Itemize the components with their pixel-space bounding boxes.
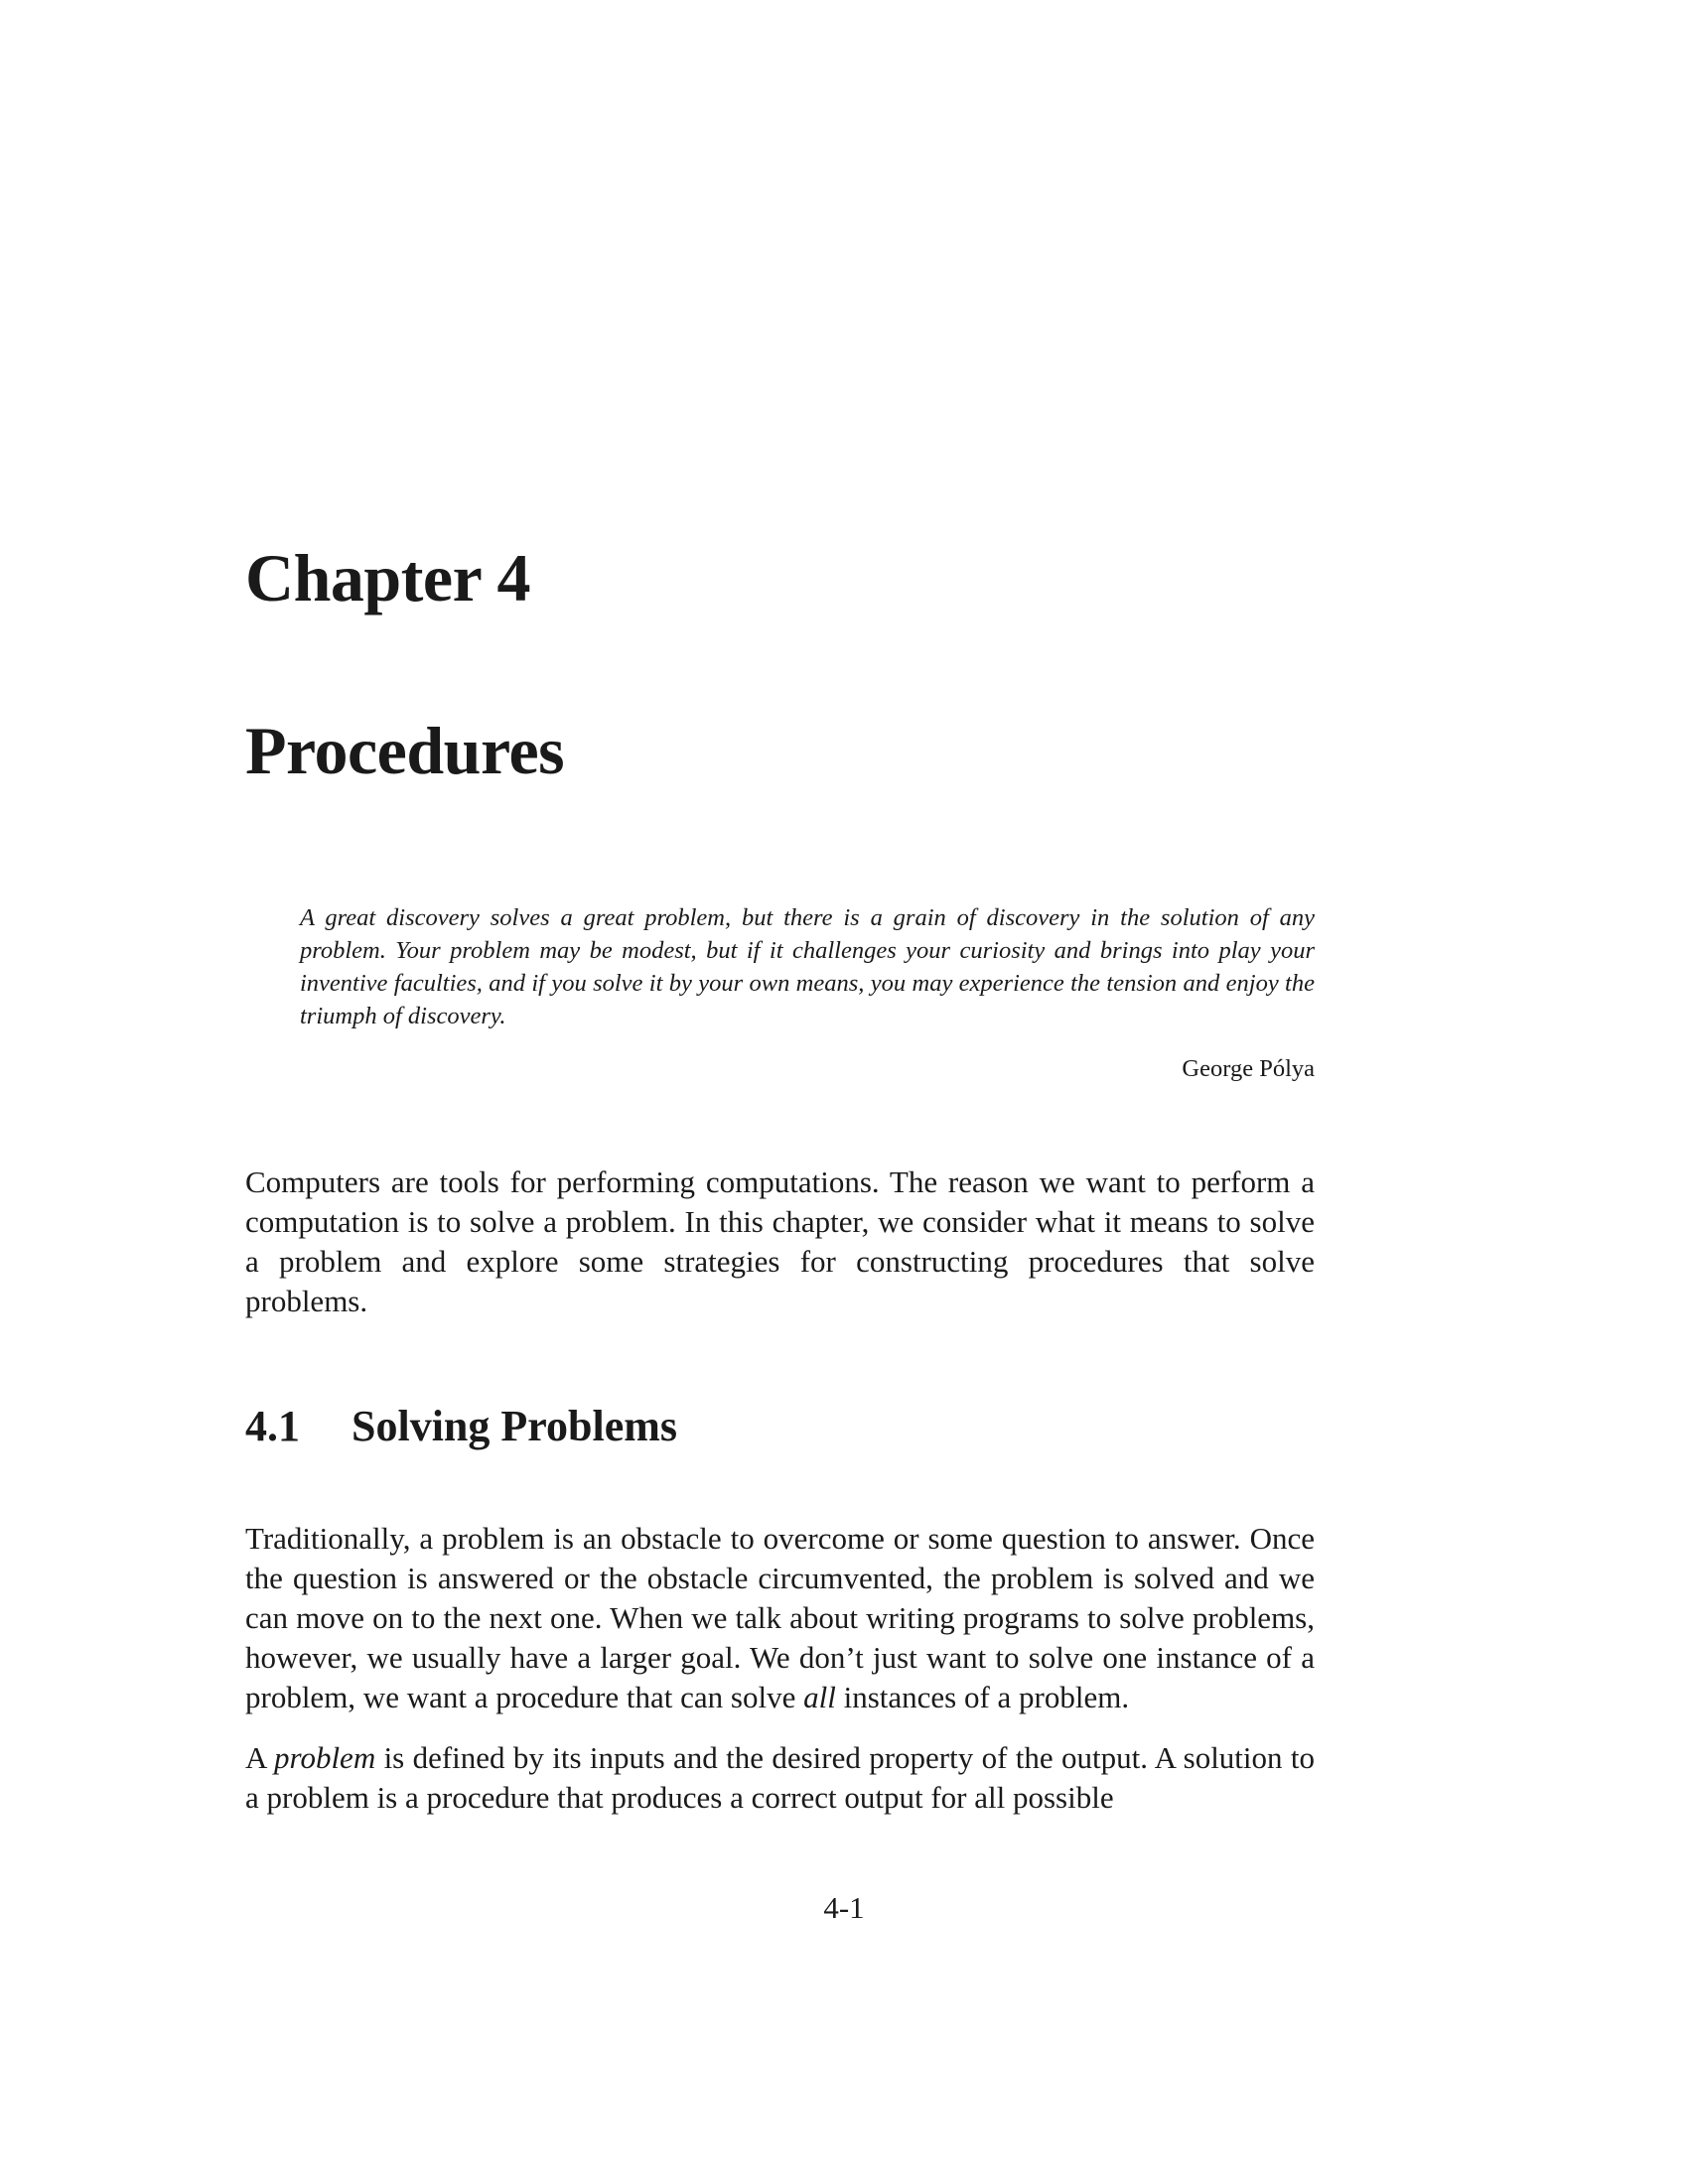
paragraph-text: Traditionally, a problem is an obstacle to overcome or some question to answer. Once the question is answered or the obstacle circumvented, the problem is solved and we can move on to the next one. When we talk about writing programs to solve problems, however, we usually have a larger goal. We don’t just want to solve one instance of a problem, we want a procedure that can solve xyxy=(245,1521,1315,1714)
epigraph-attribution: George Pólya xyxy=(1182,1055,1315,1082)
section-heading xyxy=(245,1402,678,1450)
intro-section xyxy=(245,1162,1315,1321)
epigraph-quote: A great discovery solves a great problem, but there is a grain of discovery in the solution of any problem. Your problem may be modest, but if it challenges your curiosity and brings into play your inventive faculties, and if you solve it by your own means, you may experience the tension and enjoy the triumph of discovery. xyxy=(300,904,1315,1029)
intro-paragraph: Computers are tools for performing computations. The reason we want to perform a computation is to solve a problem. In this chapter, we consider what it means to solve a problem and explore some strategies for constructing procedures that solve problems. xyxy=(245,1164,1315,1318)
section-number: 4.1 xyxy=(245,1402,300,1450)
chapter-label: Chapter 4 xyxy=(245,540,531,615)
section-title: Solving Problems xyxy=(352,1402,678,1450)
section-paragraph-1 xyxy=(245,1519,1315,1717)
section-paragraph-2 xyxy=(245,1738,1315,1818)
page-number: 4-1 xyxy=(823,1890,865,1925)
emphasis-problem: problem xyxy=(274,1740,376,1775)
paragraph-text: A xyxy=(245,1740,275,1775)
section-body xyxy=(245,1519,1315,1818)
paragraph-text: instances of a problem. xyxy=(835,1680,1130,1714)
epigraph xyxy=(300,901,1315,1085)
emphasis-all: all xyxy=(803,1680,836,1714)
chapter-title: Procedures xyxy=(245,713,565,788)
paragraph-text: is defined by its inputs and the desired property of the output. A solution to a problem is a procedure that produces a correct output for all possible xyxy=(245,1740,1315,1815)
